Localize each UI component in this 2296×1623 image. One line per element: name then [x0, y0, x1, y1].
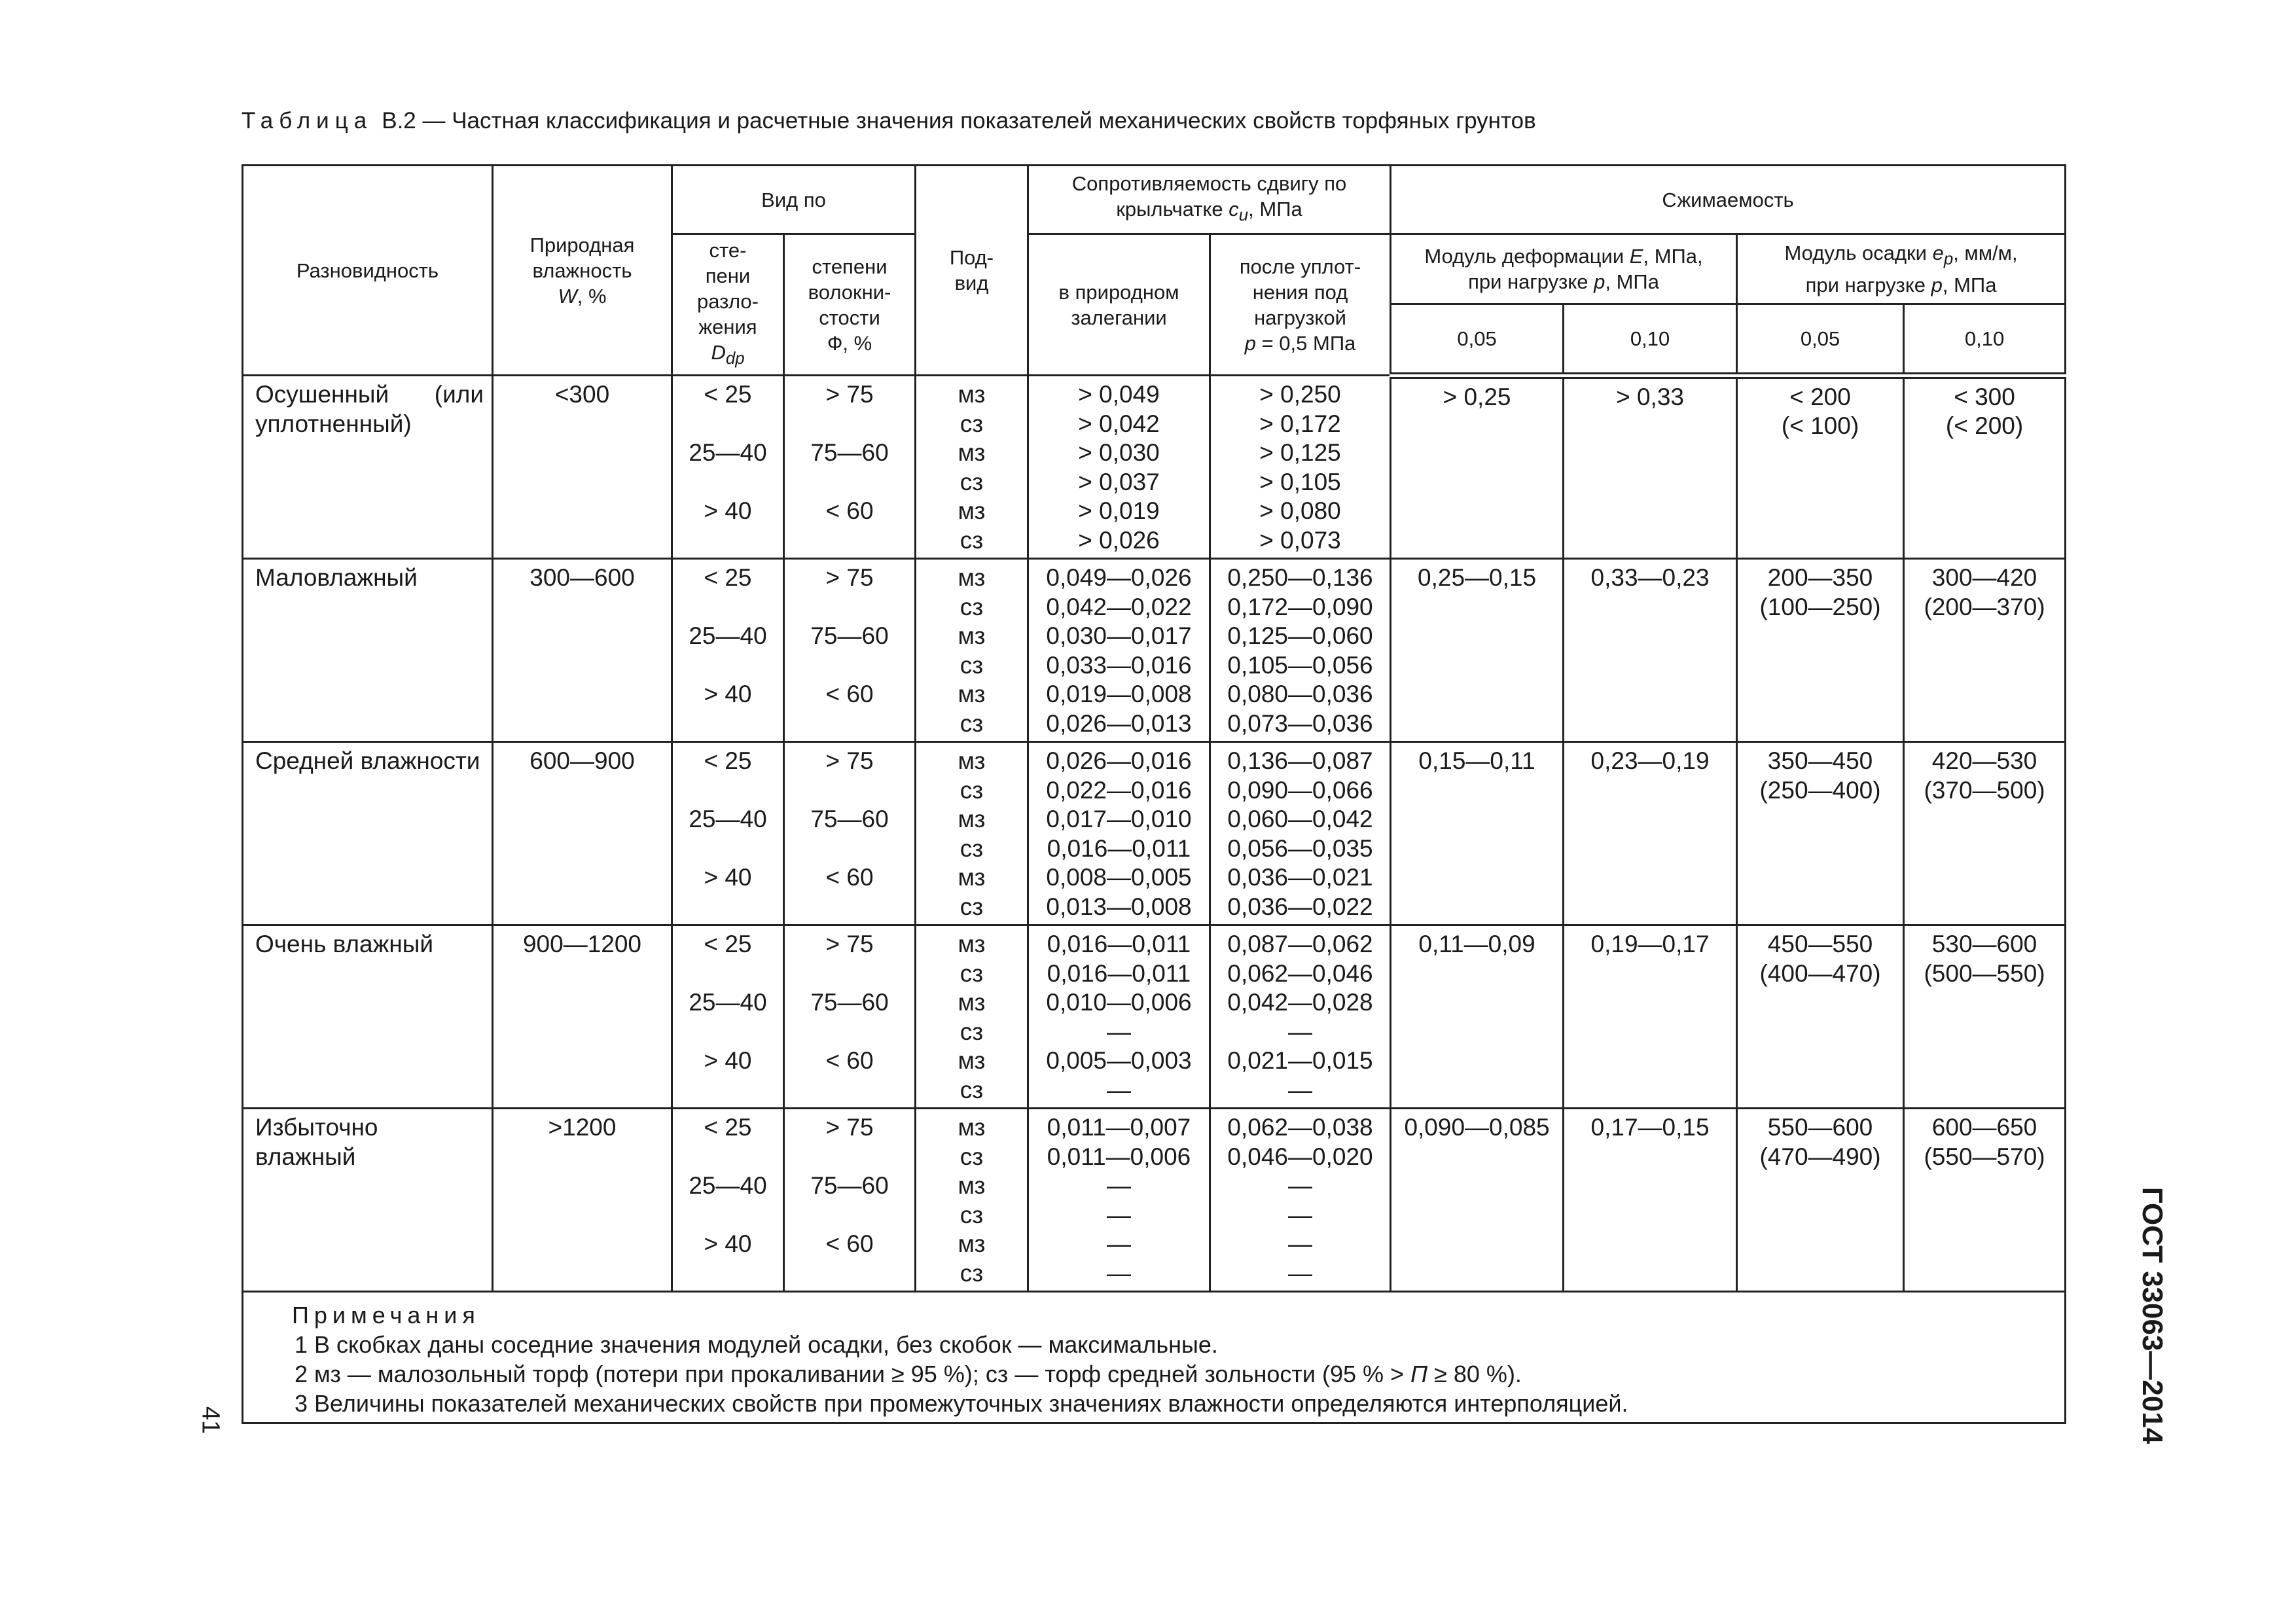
fiber-values [784, 742, 916, 925]
table-row [243, 925, 2066, 1109]
cell-line: сз [960, 834, 984, 862]
subtype-values [916, 559, 1028, 742]
header-load-value: 0,05 [1391, 304, 1564, 376]
cell-line: 0,073—0,036 [1227, 709, 1373, 737]
cell-line: — [1288, 1172, 1313, 1200]
cell-line: 75—60 [810, 989, 889, 1016]
header-deformation-modulus: Модуль деформации E, МПа, при нагрузке p, МПа [1391, 234, 1737, 304]
cell-line: 550—600 [1767, 1114, 1873, 1141]
cell-line: < 200 [1789, 383, 1851, 410]
header-load-value: 0,10 [1904, 304, 2066, 376]
cell-line: — [1107, 1076, 1132, 1103]
cell-line: 25—40 [689, 439, 767, 467]
header-shear: Сопротивляемость сдвигу по крыльчатке $c_u$, МПа [1028, 166, 1391, 234]
cell-line: < 300 [1954, 383, 2015, 410]
caption-label: Таблица [242, 108, 373, 134]
table-header [243, 166, 2066, 376]
cell-line: 0,026—0,016 [1046, 747, 1192, 775]
deformation-005: > 0,25 [1391, 376, 1564, 559]
cell-line: > 75 [825, 747, 874, 775]
cell-line: 0,011—0,007 [1047, 1114, 1191, 1141]
moisture-value: 900—1200 [493, 925, 672, 1109]
cell-line: мз [958, 497, 986, 525]
cell-line: сз [960, 593, 984, 620]
settlement-005 [1737, 1109, 1904, 1292]
cell-line: сз [960, 1018, 984, 1045]
settlement-010 [1904, 925, 2066, 1109]
cell-line: 420—530 [1931, 747, 2037, 775]
cell-line: сз [960, 651, 984, 679]
decomposition-values [672, 376, 784, 559]
shear-natural-values [1028, 925, 1210, 1109]
header-compressibility: Сжимаемость [1391, 166, 2066, 234]
cell-line: мз [958, 1114, 986, 1141]
settlement-010 [1904, 742, 2066, 925]
cell-line: > 0,019 [1078, 497, 1160, 525]
cell-line: 0,022—0,016 [1046, 776, 1192, 804]
cell-line: мз [958, 931, 986, 958]
cell-line: < 25 [704, 931, 752, 958]
header-type-by: Вид по [672, 166, 916, 234]
cell-line: сз [960, 410, 984, 437]
fiber-values [784, 1109, 916, 1292]
table-row [243, 559, 2066, 742]
cell-line: (400—470) [1759, 959, 1881, 987]
cell-line: сз [960, 959, 984, 987]
deformation-010: > 0,33 [1564, 376, 1737, 559]
table-caption [242, 108, 1536, 134]
moisture-value: >1200 [493, 1109, 672, 1292]
cell-line: сз [960, 893, 984, 920]
decomposition-values [672, 1109, 784, 1292]
cell-line: мз [958, 864, 986, 891]
settlement-010 [1904, 376, 2066, 559]
cell-line: 0,016—0,011 [1047, 834, 1191, 862]
caption-title: В.2 — Частная классификация и расчетные значения показателей механических свойств торфяных грунтов [382, 108, 1536, 134]
cell-line: 0,036—0,021 [1227, 864, 1373, 891]
settlement-005 [1737, 742, 1904, 925]
cell-line: сз [960, 776, 984, 804]
subtype-values [916, 925, 1028, 1109]
shear-natural-values [1028, 559, 1210, 742]
notes-title: Примечания [292, 1302, 480, 1329]
fiber-values [784, 559, 916, 742]
cell-line: 0,049—0,026 [1046, 564, 1192, 592]
settlement-005 [1737, 559, 1904, 742]
page-number: 41 [196, 1406, 224, 1435]
cell-line: мз [958, 1172, 986, 1200]
cell-line: > 40 [704, 681, 752, 708]
decomposition-values [672, 742, 784, 925]
cell-line: 0,056—0,035 [1227, 834, 1373, 862]
cell-line: > 75 [825, 564, 874, 592]
moisture-value: 600—900 [493, 742, 672, 925]
cell-line: 25—40 [689, 1172, 767, 1200]
header-moisture: Природная влажность W, % [493, 166, 672, 376]
header-decomposition: сте- пени разло- жения $D_{dp}$ [672, 234, 784, 376]
cell-line: — [1288, 1259, 1313, 1287]
cell-line: 0,042—0,028 [1227, 989, 1373, 1016]
cell-line: 0,062—0,046 [1227, 959, 1373, 987]
shear-natural-values [1028, 376, 1210, 559]
cell-line: — [1107, 1259, 1132, 1287]
cell-line: — [1107, 1230, 1132, 1258]
cell-line: сз [960, 1076, 984, 1103]
cell-line: мз [958, 1047, 986, 1075]
cell-line: — [1288, 1018, 1313, 1045]
cell-line: 0,011—0,006 [1047, 1143, 1191, 1170]
fiber-values [784, 376, 916, 559]
subtype-values [916, 376, 1028, 559]
cell-line: > 0,080 [1259, 497, 1341, 525]
cell-line: 0,008—0,005 [1046, 864, 1192, 891]
decomposition-values [672, 925, 784, 1109]
variety-name [243, 559, 493, 742]
cell-line: 75—60 [810, 1172, 889, 1200]
cell-line: < 25 [704, 381, 752, 408]
cell-line: мз [958, 747, 986, 775]
deformation-005: 0,25—0,15 [1391, 559, 1564, 742]
cell-line: 350—450 [1767, 747, 1873, 775]
cell-line: > 0,026 [1078, 526, 1160, 554]
cell-line: — [1288, 1076, 1313, 1103]
cell-line: (200—370) [1924, 593, 2045, 620]
cell-line: 0,036—0,022 [1227, 893, 1373, 920]
cell-line: > 0,125 [1259, 439, 1341, 467]
cell-line: мз [958, 439, 986, 467]
cell-line: Избыточно [255, 1114, 378, 1141]
cell-line: (< 100) [1781, 412, 1859, 440]
cell-line: мз [958, 1230, 986, 1258]
cell-line: > 0,073 [1259, 526, 1341, 554]
cell-line: 25—40 [689, 622, 767, 650]
cell-line: 0,172—0,090 [1227, 593, 1373, 620]
cell-line: (< 200) [1945, 412, 2024, 440]
cell-line: (250—400) [1759, 776, 1881, 804]
cell-line: > 0,172 [1259, 410, 1341, 437]
cell-line: 0,010—0,006 [1046, 989, 1192, 1016]
cell-line: 0,080—0,036 [1227, 681, 1373, 708]
moisture-value: <300 [493, 376, 672, 559]
settlement-005 [1737, 925, 1904, 1109]
shear-after-values [1210, 925, 1391, 1109]
peat-soil-table [242, 164, 2066, 1424]
decomposition-values [672, 559, 784, 742]
cell-line: (370—500) [1924, 776, 2045, 804]
table-row [243, 1109, 2066, 1292]
cell-line: — [1107, 1172, 1132, 1200]
cell-line: 75—60 [810, 806, 889, 833]
shear-after-values [1210, 376, 1391, 559]
fiber-values [784, 925, 916, 1109]
cell-line: > 40 [704, 497, 752, 525]
variety-name [243, 742, 493, 925]
cell-line: — [1107, 1201, 1132, 1228]
shear-after-values [1210, 559, 1391, 742]
cell-line: > 40 [704, 1230, 752, 1258]
cell-line: 0,016—0,011 [1047, 959, 1191, 987]
cell-line: 0,042—0,022 [1046, 593, 1192, 620]
cell-line: Маловлажный [255, 564, 418, 592]
cell-line: > 75 [825, 381, 874, 408]
cell-line: > 0,042 [1078, 410, 1160, 437]
header-settlement-modulus: Модуль осадки $e_p$, мм/м, при нагрузке p, МПа [1737, 234, 2066, 304]
cell-line: 200—350 [1767, 564, 1873, 592]
cell-line: сз [960, 468, 984, 495]
cell-line: < 60 [825, 681, 874, 708]
shear-natural-values [1028, 742, 1210, 925]
variety-name [243, 1109, 493, 1292]
header-after-compaction: после уплот- нения под нагрузкой p = 0,5 МПа [1210, 234, 1391, 376]
cell-line: 0,017—0,010 [1046, 806, 1192, 833]
note-item: 2 мз — малозольный торф (потери при прокаливании ≥ 95 %); сз — торф средней зольности (95 % > П ≥ 80 %). [295, 1361, 1522, 1388]
cell-line: 0,013—0,008 [1046, 893, 1192, 920]
note-item: 3 Величины показателей механических свойств при промежуточных значениях влажности определяются интерполяцией. [295, 1390, 1628, 1418]
cell-line: < 60 [825, 497, 874, 525]
cell-line: мз [958, 622, 986, 650]
cell-line: сз [960, 709, 984, 737]
cell-line: > 0,030 [1078, 439, 1160, 467]
cell-line: < 25 [704, 1114, 752, 1141]
cell-line: сз [960, 1201, 984, 1228]
cell-line: (550—570) [1924, 1143, 2045, 1170]
cell-line: — [1288, 1201, 1313, 1228]
cell-line: 530—600 [1931, 931, 2037, 958]
cell-line: 0,136—0,087 [1227, 747, 1373, 775]
cell-line: 0,005—0,003 [1046, 1047, 1192, 1075]
shear-natural-values [1028, 1109, 1210, 1292]
cell-line: 0,021—0,015 [1227, 1047, 1373, 1075]
cell-line: мз [958, 681, 986, 708]
cell-line: мз [958, 806, 986, 833]
header-natural: в природном залегании [1028, 234, 1210, 376]
cell-line: Средней влажности [255, 747, 480, 775]
cell-line: 0,105—0,056 [1227, 651, 1373, 679]
deformation-005: 0,15—0,11 [1391, 742, 1564, 925]
header-variety: Разновидность [243, 166, 493, 376]
cell-line: 0,062—0,038 [1227, 1114, 1373, 1141]
cell-line: > 40 [704, 1047, 752, 1075]
cell-line: > 0,105 [1259, 468, 1341, 495]
cell-line: — [1107, 1018, 1132, 1045]
cell-line: 0,125—0,060 [1227, 622, 1373, 650]
cell-line: > 40 [704, 864, 752, 891]
cell-line: сз [960, 1259, 984, 1287]
cell-line: 25—40 [689, 806, 767, 833]
settlement-010 [1904, 559, 2066, 742]
cell-line: 75—60 [810, 622, 889, 650]
document-standard-label: ГОСТ 33063—2014 [2136, 1186, 2168, 1444]
deformation-010: 0,17—0,15 [1564, 1109, 1737, 1292]
shear-after-values [1210, 1109, 1391, 1292]
deformation-005: 0,11—0,09 [1391, 925, 1564, 1109]
cell-line: влажный [255, 1143, 356, 1170]
header-fiber: степени волокни- стости Ф, % [784, 234, 916, 376]
header-load-value: 0,05 [1737, 304, 1904, 376]
cell-line: 450—550 [1767, 931, 1873, 958]
settlement-005 [1737, 376, 1904, 559]
cell-line: сз [960, 526, 984, 554]
table-body [243, 376, 2066, 1292]
cell-line: (500—550) [1924, 959, 2045, 987]
deformation-005: 0,090—0,085 [1391, 1109, 1564, 1292]
deformation-010: 0,19—0,17 [1564, 925, 1737, 1109]
subtype-values [916, 1109, 1028, 1292]
cell-line: сз [960, 1143, 984, 1170]
cell-line: > 75 [825, 931, 874, 958]
cell-line: > 75 [825, 1114, 874, 1141]
cell-line: 25—40 [689, 989, 767, 1016]
shear-after-values [1210, 742, 1391, 925]
variety-name: Осушенный (или уплотненный) [243, 376, 493, 559]
variety-name [243, 925, 493, 1109]
cell-line: 0,033—0,016 [1046, 651, 1192, 679]
cell-line: 0,250—0,136 [1227, 564, 1373, 592]
subtype-values [916, 742, 1028, 925]
cell-line: (470—490) [1759, 1143, 1881, 1170]
cell-line: мз [958, 989, 986, 1016]
cell-line: 0,030—0,017 [1046, 622, 1192, 650]
notes-cell [243, 1292, 2066, 1423]
cell-line: мз [958, 381, 986, 408]
cell-line: < 60 [825, 864, 874, 891]
cell-line: > 0,037 [1078, 468, 1160, 495]
cell-line: 0,046—0,020 [1227, 1143, 1373, 1170]
header-subtype: Под- вид [916, 166, 1028, 376]
cell-line: 0,026—0,013 [1046, 709, 1192, 737]
cell-line: 600—650 [1931, 1114, 2037, 1141]
cell-line: 0,090—0,066 [1227, 776, 1373, 804]
cell-line: (100—250) [1759, 593, 1881, 620]
table-row [243, 742, 2066, 925]
cell-line: 300—420 [1931, 564, 2037, 592]
deformation-010: 0,23—0,19 [1564, 742, 1737, 925]
cell-line: 0,060—0,042 [1227, 806, 1373, 833]
cell-line: > 0,049 [1078, 381, 1160, 408]
table-row [243, 376, 2066, 559]
cell-line: 0,016—0,011 [1047, 931, 1191, 958]
cell-line: мз [958, 564, 986, 592]
cell-line: > 0,250 [1259, 381, 1341, 408]
note-item: 1 В скобках даны соседние значения модулей осадки, без скобок — максимальные. [295, 1331, 1218, 1359]
cell-line: 0,019—0,008 [1046, 681, 1192, 708]
cell-line: < 60 [825, 1047, 874, 1075]
cell-line: 0,087—0,062 [1227, 931, 1373, 958]
cell-line: 75—60 [810, 439, 889, 467]
header-load-value: 0,10 [1564, 304, 1737, 376]
cell-line: < 25 [704, 564, 752, 592]
moisture-value: 300—600 [493, 559, 672, 742]
cell-line: < 60 [825, 1230, 874, 1258]
settlement-010 [1904, 1109, 2066, 1292]
cell-line: < 25 [704, 747, 752, 775]
deformation-010: 0,33—0,23 [1564, 559, 1737, 742]
cell-line: Очень влажный [255, 931, 434, 958]
cell-line: — [1288, 1230, 1313, 1258]
